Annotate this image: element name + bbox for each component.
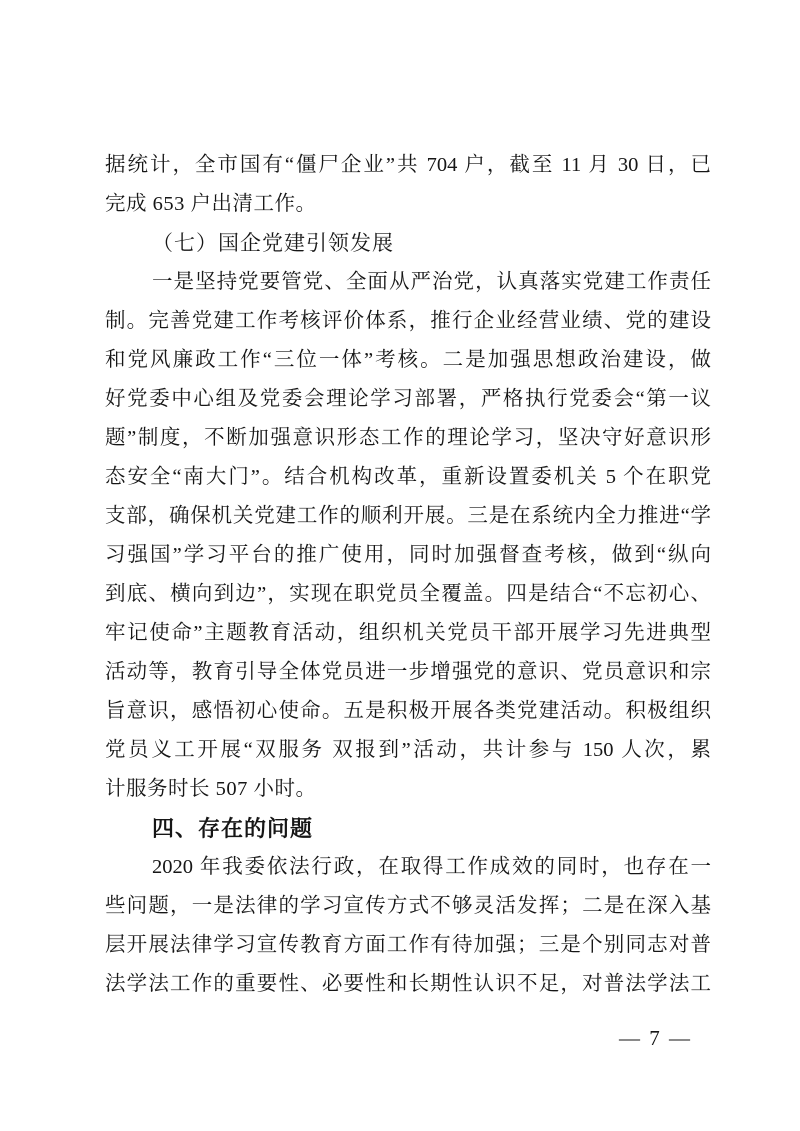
text-line: 据统计，全市国有“僵尸企业”共 704 户，截至 11 月 30 日，已	[105, 154, 711, 176]
text-line: 好党委中心组及党委会理论学习部署，严格执行党委会“第一议	[105, 388, 711, 410]
section-heading: 四、存在的问题	[152, 816, 314, 841]
text-line: 到底、横向到边”，实现在职党员全覆盖。四是结合“不忘初心、	[105, 583, 711, 605]
text-line: 活动等，教育引导全体党员进一步增强党的意识、党员意识和宗	[105, 661, 711, 683]
text-line: 习强国”学习平台的推广使用，同时加强督查考核，做到“纵向	[105, 544, 711, 566]
text-line: 态安全“南大门”。结合机构改革，重新设置委机关 5 个在职党	[105, 466, 711, 488]
text-line: 法学法工作的重要性、必要性和长期性认识不足，对普法学法工	[105, 973, 711, 995]
section-heading: （七）国企党建引领发展	[152, 231, 394, 255]
text-line: 些问题，一是法律的学习宣传方式不够灵活发挥；二是在深入基	[105, 895, 711, 917]
text-line: 2020 年我委依法行政，在取得工作成效的同时，也存在一	[152, 856, 711, 878]
text-line: 计服务时长 507 小时。	[105, 778, 317, 800]
text-line: 支部，确保机关党建工作的顺利开展。三是在系统内全力推进“学	[105, 505, 711, 527]
page-number: — 7 —	[619, 1026, 692, 1050]
document-body	[105, 146, 711, 1004]
text-line: 完成 653 户出清工作。	[105, 193, 317, 215]
text-line: 层开展法律学习宣传教育方面工作有待加强；三是个别同志对普	[105, 934, 711, 956]
text-line: 党员义工开展“双服务 双报到”活动，共计参与 150 人次，累	[105, 739, 711, 761]
text-line: 制。完善党建工作考核评价体系，推行企业经营业绩、党的建设	[105, 310, 711, 332]
text-line: 一是坚持党要管党、全面从严治党，认真落实党建工作责任	[152, 271, 711, 293]
text-line: 和党风廉政工作“三位一体”考核。二是加强思想政治建设，做	[105, 349, 711, 371]
text-line: 牢记使命”主题教育活动，组织机关党员干部开展学习先进典型	[105, 622, 711, 644]
text-line: 旨意识，感悟初心使命。五是积极开展各类党建活动。积极组织	[105, 700, 711, 722]
text-line: 题”制度，不断加强意识形态工作的理论学习，坚决守好意识形	[105, 427, 711, 449]
